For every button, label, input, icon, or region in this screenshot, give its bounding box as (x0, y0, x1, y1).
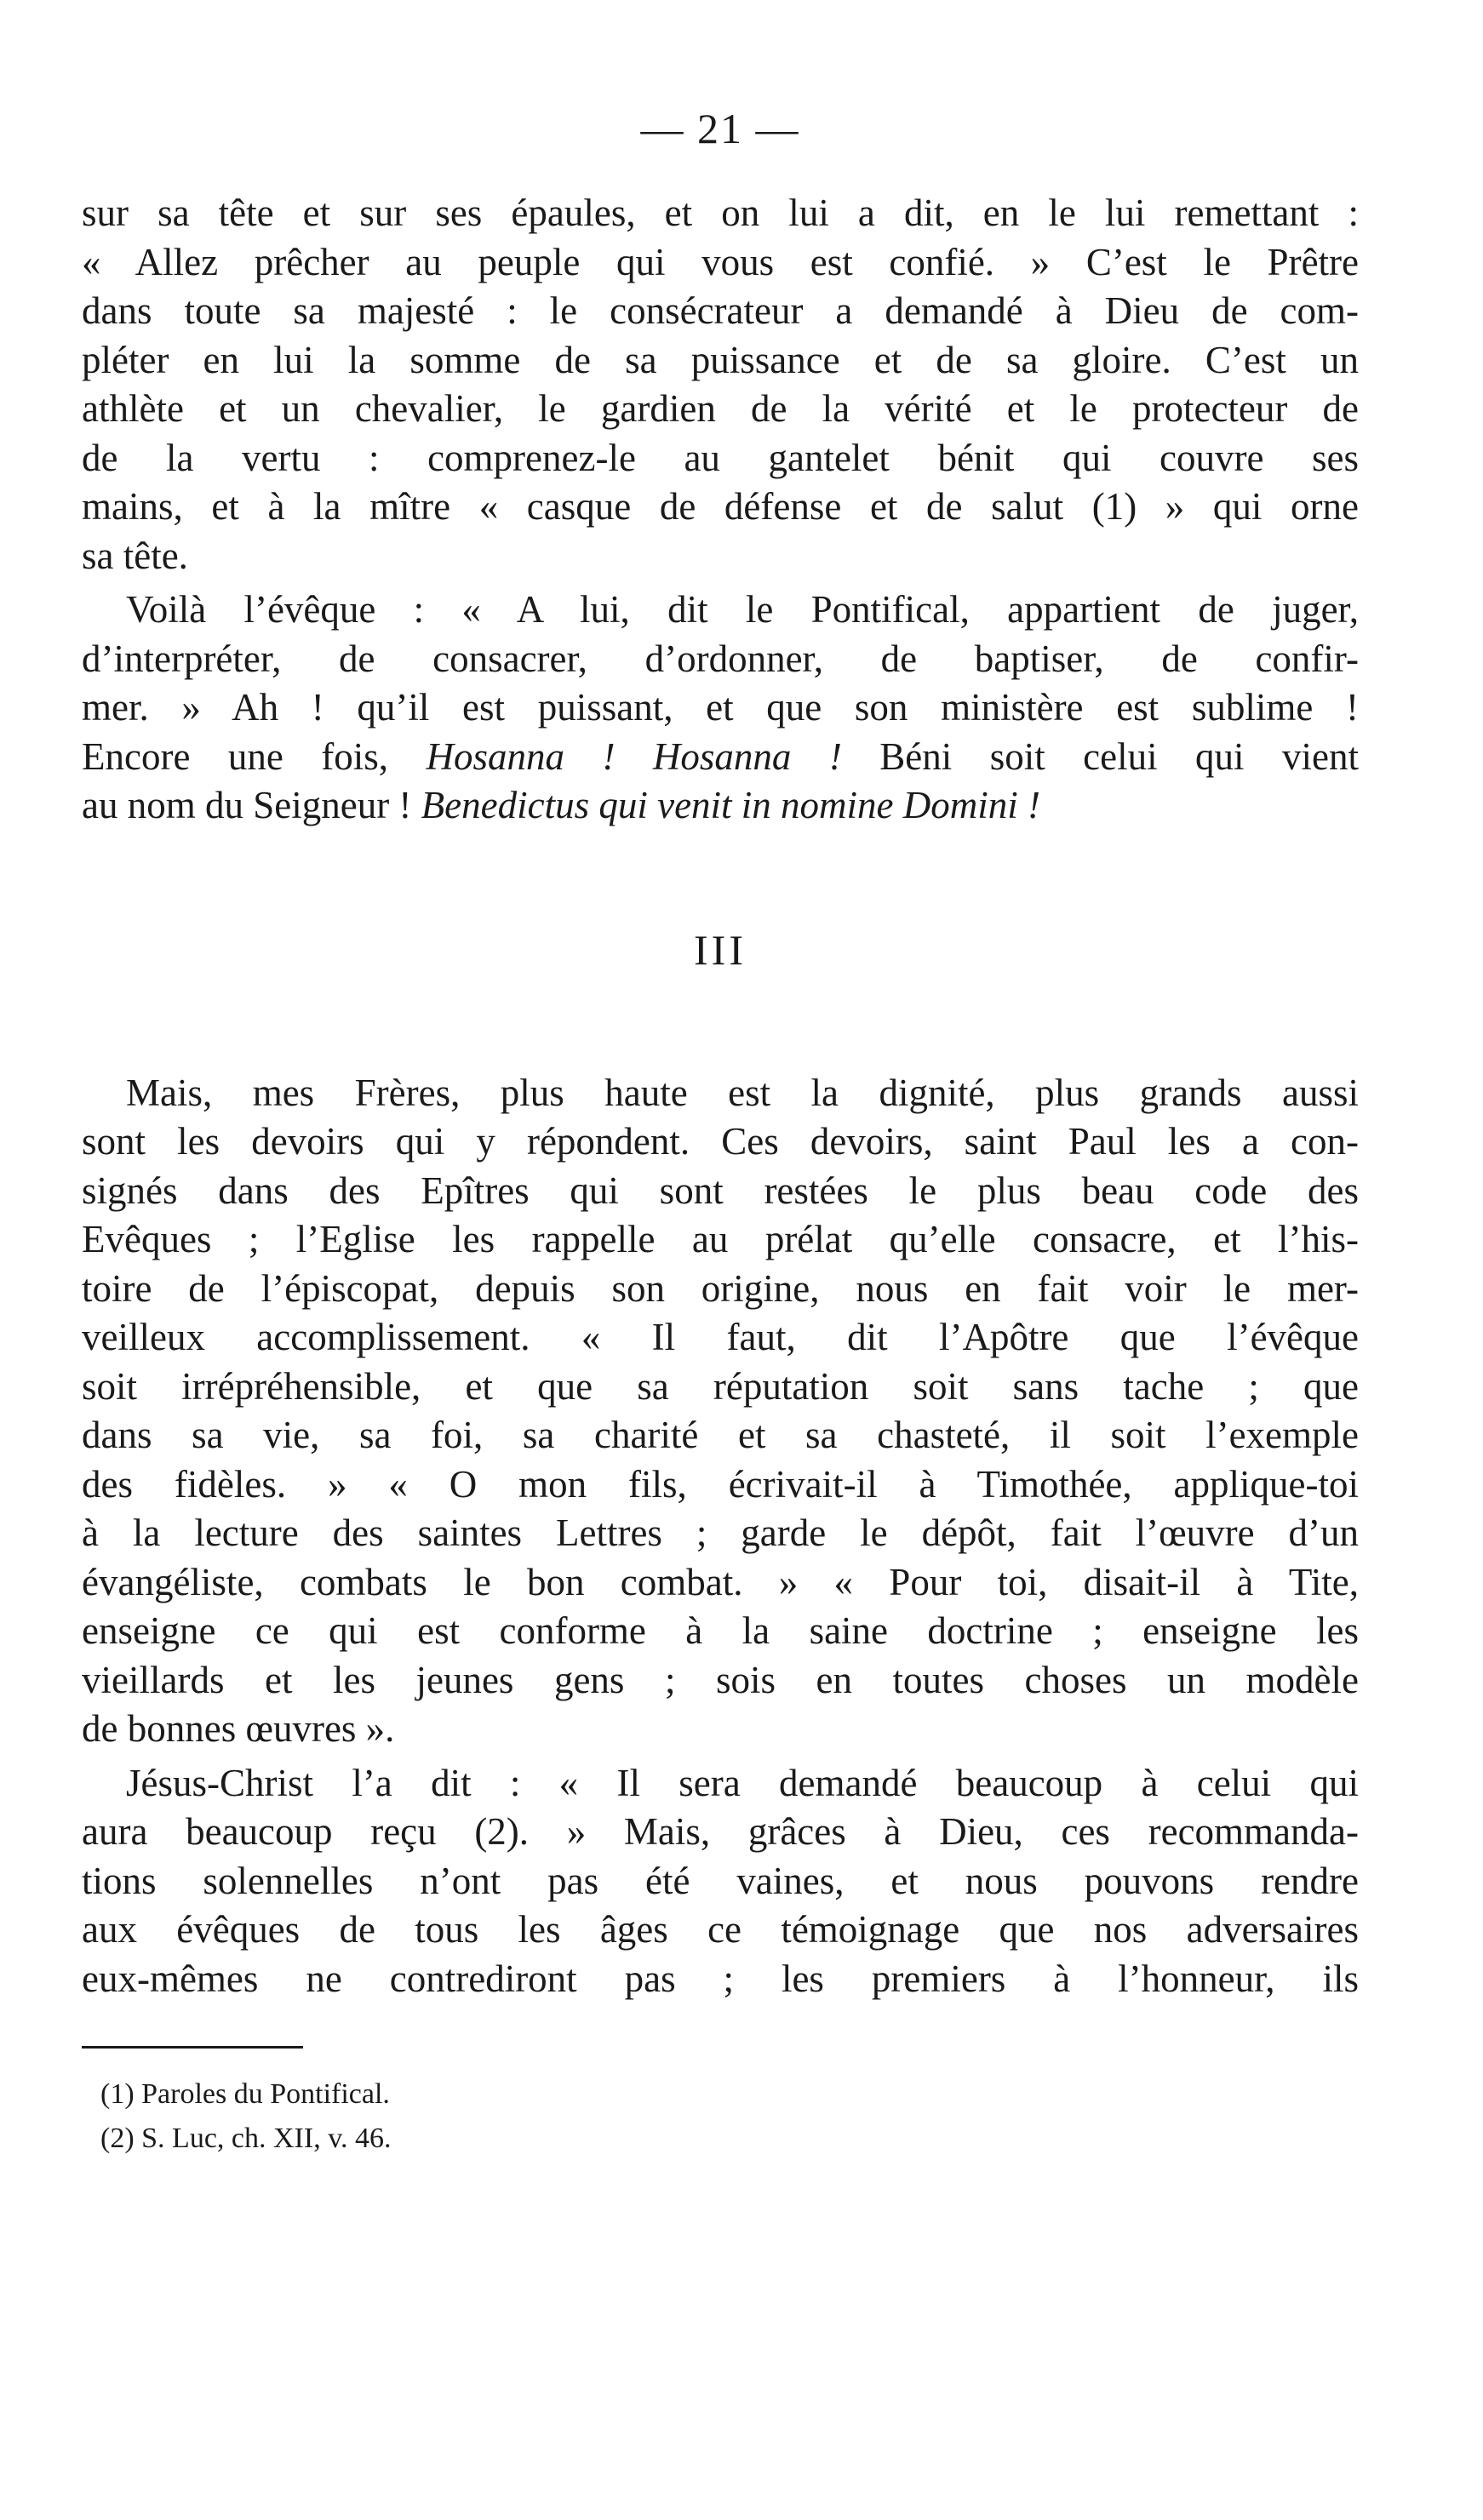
paragraph-1 (82, 189, 1359, 580)
text-segment: Béni soit celui qui vient (841, 734, 1359, 778)
footnote-2: (2) S. Luc, ch. XII, v. 46. (100, 2123, 392, 2154)
text-line: eux-mêmes ne contrediront pas ; les premiers à l’honneur, ils (82, 1957, 1359, 2000)
text-line: toire de l’épiscopat, depuis son origine, nous en fait voir le mer- (82, 1266, 1359, 1310)
footnote-divider (82, 2046, 303, 2049)
text-line: enseigne ce qui est conforme à la saine doctrine ; enseigne les (82, 1609, 1359, 1652)
text-line: sa tête. (82, 534, 188, 577)
text-line: dans sa vie, sa foi, sa charité et sa chasteté, il soit l’exemple (82, 1414, 1359, 1456)
footnote-1: (1) Paroles du Pontifical. (100, 2078, 390, 2110)
text-line: sur sa tête et sur ses épaules, et on lui a dit, en le lui remettant : (82, 191, 1359, 234)
text-line: Evêques ; l’Eglise les rappelle au prélat qu’elle consacre, et l’his- (82, 1218, 1359, 1260)
text-line: de la vertu : comprenez-le au gantelet bénit qui couvre ses (82, 436, 1359, 479)
page-number: — 21 — (640, 105, 800, 152)
text-segment: au nom du Seigneur ! (82, 784, 421, 826)
text-line: Jésus-Christ l’a dit : « Il sera demandé beaucoup à celui qui (126, 1761, 1359, 1804)
paragraph-2 (82, 586, 1359, 831)
italic-benedictus: Benedictus qui venit in nomine Domini ! (421, 784, 1041, 826)
text-line: signés dans des Epîtres qui sont restées le plus beau code des (82, 1169, 1359, 1212)
text-segment: Encore une fois, (82, 734, 427, 778)
text-line: Voilà l’évêque : « A lui, dit le Pontifical, appartient de juger, (126, 588, 1359, 631)
text-line: mains, et à la mître « casque de défense et de salut (1) » qui orne (82, 485, 1359, 528)
text-line: tions solennelles n’ont pas été vaines, et nous pouvons rendre (82, 1859, 1359, 1902)
text-line: aura beaucoup reçu (2). » Mais, grâces à Dieu, ces recommanda- (82, 1810, 1359, 1853)
book-page (82, 102, 1359, 2161)
section-heading: III (694, 925, 747, 974)
text-line: veilleux accomplissement. « Il faut, dit l’Apôtre que l’évêque (82, 1316, 1359, 1358)
text-line: athlète et un chevalier, le gardien de la vérité et le protecteur de (82, 387, 1359, 430)
text-line: Mais, mes Frères, plus haute est la dignité, plus grands aussi (126, 1071, 1359, 1114)
text-line: d’interpréter, de consacrer, d’ordonner, de baptiser, de confir- (82, 637, 1359, 680)
italic-hosanna: Hosanna ! Hosanna ! (426, 734, 842, 778)
paragraph-4 (82, 1759, 1359, 2004)
text-line: à la lecture des saintes Lettres ; garde le dépôt, fait l’œuvre d’un (82, 1511, 1359, 1554)
text-line: pléter en lui la somme de sa puissance et de sa gloire. C’est un (82, 338, 1359, 381)
text-line: évangéliste, combats le bon combat. » « Pour toi, disait-il à Tite, (82, 1560, 1359, 1603)
text-line: soit irrépréhensible, et que sa réputation soit sans tache ; que (82, 1364, 1359, 1408)
text-line: sont les devoirs qui y répondent. Ces devoirs, saint Paul les a con- (82, 1120, 1359, 1163)
text-line: vieillards et les jeunes gens ; sois en toutes choses un modèle (82, 1658, 1359, 1701)
text-line-mixed (82, 733, 1359, 782)
text-line: aux évêques de tous les âges ce témoignage que nos adversaires (82, 1908, 1359, 1951)
text-line: « Allez prêcher au peuple qui vous est confié. » C’est le Prêtre (82, 240, 1359, 283)
text-line: mer. » Ah ! qu’il est puissant, et que son ministère est sublime ! (82, 686, 1359, 729)
text-line-mixed (82, 781, 1359, 831)
text-line: des fidèles. » « O mon fils, écrivait-il à Timothée, applique-toi (82, 1462, 1359, 1506)
text-line: dans toute sa majesté : le consécrateur a demandé à Dieu de com- (82, 289, 1359, 332)
text-line: de bonnes œuvres ». (82, 1707, 395, 1750)
paragraph-3 (82, 1069, 1359, 1754)
